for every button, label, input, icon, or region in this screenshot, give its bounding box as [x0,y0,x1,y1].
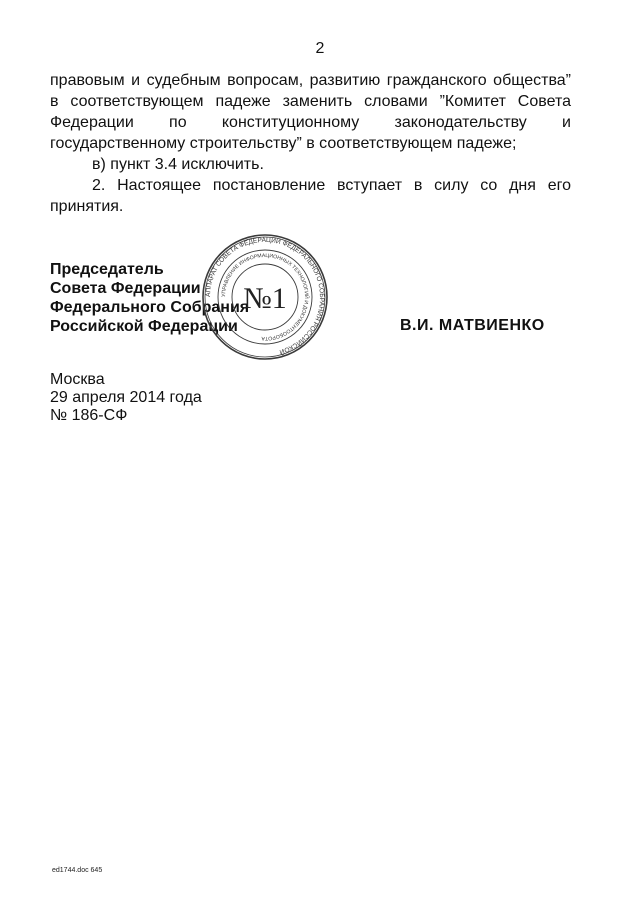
signatory-title-line: Председатель [50,261,164,278]
place: Москва [50,371,105,388]
place-date-block [50,371,202,425]
signatory-title-line: Российской Федерации [50,318,238,335]
footer-file-code: ed1744.doc 645 [52,867,103,874]
signatory-title-line: Федерального Собрания [50,299,250,316]
seal-inner-text: УПРАВЛЕНИЕ ИНФОРМАЦИОННЫХ ТЕХНОЛОГИЙ И ДОКУМЕНТООБОРОТА [220,252,310,342]
signatory-title-line: Совета Федерации [50,280,201,297]
official-seal [200,232,330,362]
paragraph-item-v: в) пункт 3.4 исключить. [92,156,264,173]
document-body [50,70,571,217]
paragraph-amendment: правовым и судебным вопросам, развитию гражданского общества” в соответствующем падеже заменить словами ”Комитет Совета Федерации по конституционному законодательству и государственному строительству” в соответствующем падеже; [50,72,571,152]
page-number: 2 [315,40,325,57]
signatory-name: В.И. МАТВИЕНКО [400,317,545,334]
date: 29 апреля 2014 года [50,389,202,406]
document-number: № 186-СФ [50,407,128,424]
seal-outer-text: АППАРАТ СОВЕТА ФЕДЕРАЦИИ ФЕДЕРАЛЬНОГО СОБРАНИЯ РОССИЙСКОЙ [204,236,326,356]
paragraph-effective-date: 2. Настоящее постановление вступает в силу со дня его принятия. [50,177,571,215]
seal-number: №1 [243,282,287,315]
